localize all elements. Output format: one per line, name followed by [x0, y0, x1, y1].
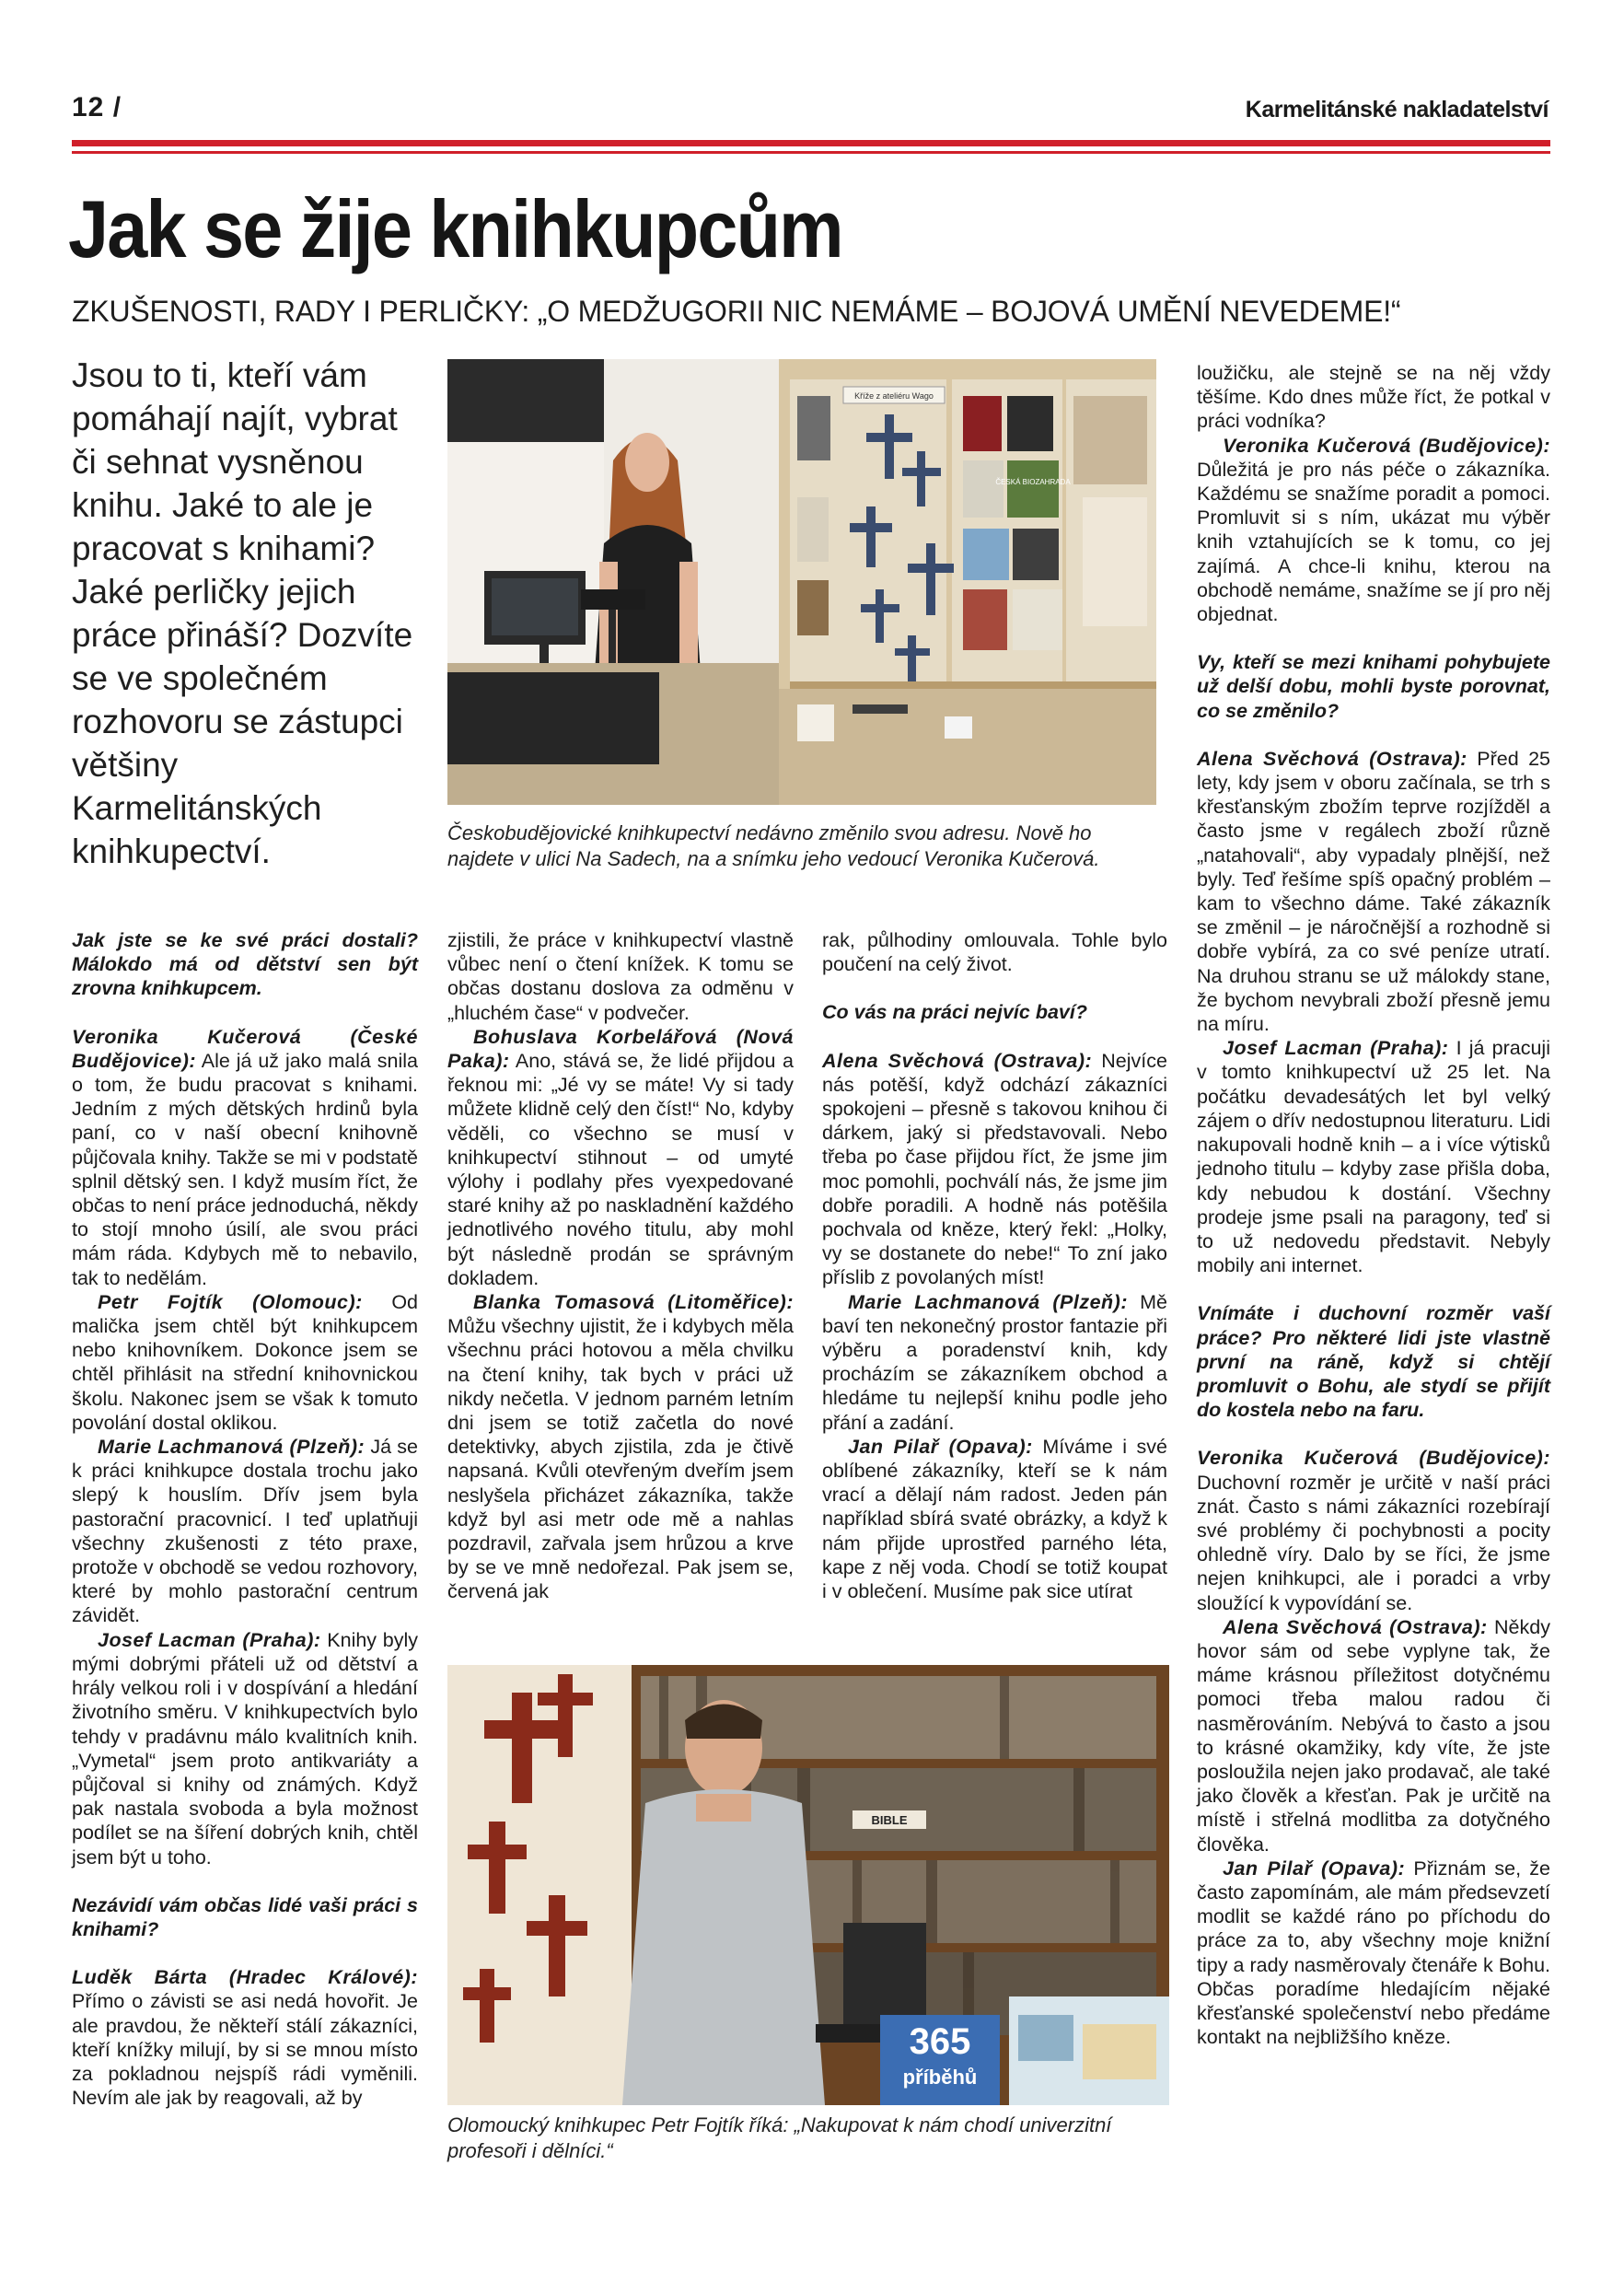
answer-text: Ano, stává se, že lidé přijdou a řeknou mi: „Jé vy se máte! Vy si tady můžete klidně celý den číst!“ No, kdyby věděli, co všechno se musí v knihkupectví stihnout – od umyté výlohy i podlahy přes vyexpedované staré knihy až po naskladnění každého jednotlivého nového titulu, aby mohl být následně prodán se správným dokladem.: [447, 1050, 794, 1289]
book-title-cover: ČESKÁ BIOZAHRADA: [995, 478, 1071, 486]
speaker-name: Josef Lacman (Praha):: [1223, 1037, 1449, 1060]
answer-text: Já se k práci knihkupce dostala trochu jako slepý k houslím. Dřív jsem byla pastorační pracovnicí. I teď uplatňuji všechny zkušenosti z této praxe, protože v obchodě se vedou rozhovory, které by mohlo pastorační centrum závidět.: [72, 1436, 418, 1627]
bottom-photo-caption: Olomoucký knihkupec Petr Fojtík říká: „Nakupovat k nám chodí univerzitní profesoři i dělníci.“: [447, 2113, 1112, 2162]
header-rule-thick: [72, 140, 1550, 146]
bookstore-photo-olomouc: [447, 1665, 1169, 2105]
answer-text: Přímo o závisti se asi nedá hovořit. Je ale pravdou, že někteří stálí zákazníci, kteří knížky milují, by si se mnou místo za pokladnou nejspíš rádi vyměnili. Nevím ale jak by reagovali, až by: [72, 1990, 418, 2110]
shelf-label: BIBLE: [871, 1813, 908, 1827]
speaker-name: Alena Svěchová (Ostrava):: [1223, 1615, 1488, 1638]
book-number: 365: [909, 2021, 971, 2062]
interview-question: Vnímáte i duchovní rozměr vaší práce? Pro některé lidi jste vlastně první na ráně, když si chtějí promluvit o Bohu, ale stydí se přijít do kostela nebo na faru.: [1197, 1302, 1550, 1422]
answer-text: Ale já už jako malá snila o tom, že budu pracovat s knihami. Jedním z mých dětských hrdinů byla paní, co v naší obecní knihovně půjčovala knihy. Takže se mi v podstatě splnil dětský sen. I když musím říct, že občas to není práce jednoduchá, někdy to stojí mnoho úsilí, ale svou práci mám ráda. Kdybych mě to nebavilo, tak to nedělám.: [72, 1049, 418, 1289]
sign-text: Kříže z ateliéru Wago: [854, 391, 934, 401]
answer-text: I já pracuji v tomto knihkupectví už 25 let. Na počátku devadesátých let byl velký zájem o dřív nedostupnou literaturu. Lidi nakupovali hodně knih – a i více výtisků jednoho titulu – kdyby zase přišla doba, kdy nebudou k dostání. Všechny prodeje jsme psali na paragony, teď si to už nedovedu představit. Nebyly mobily ani internet.: [1197, 1037, 1550, 1277]
page-number: 12 /: [72, 92, 122, 122]
answer-text: Přiznám se, že často zapomínám, ale mám předsevzetí modlit se každé ráno po příchodu do práce za to, aby všechny moje knižní tipy a rady nasměrovaly čtenáře k Bohu. Občas poradíme hledajícím nějaké křesťanské společenství nebo předáme kontakt na nejbližšího kněze.: [1197, 1857, 1550, 2049]
article-column-3: [822, 928, 1167, 1603]
speaker-name: Veronika Kučerová (České Budějovice):: [72, 1025, 418, 1072]
publisher-name: Karmelitánské nakladatelství: [1245, 97, 1549, 122]
speaker-name: Bohuslava Korbelářová (Nová Paka):: [447, 1025, 794, 1073]
answer-text: rak, půlhodiny omlouvala. Tohle bylo poučení na celý život.: [822, 929, 1167, 976]
answer-text: loužičku, ale stejně se na něj vždy těšíme. Kdo dnes může říct, že potkal v práci vodníka?: [1197, 362, 1550, 433]
speaker-name: Alena Svěchová (Ostrava):: [822, 1049, 1093, 1072]
article-subtitle: ZKUŠENOSTI, RADY I PERLIČKY: „O MEDŽUGORII NIC NEMÁME – BOJOVÁ UMĚNÍ NEVEDEME!“: [72, 295, 1401, 328]
answer-text: zjistili, že práce v knihkupectví vlastně vůbec není o čtení knížek. K tomu se občas dostanu doslova za odměnu v „hluchém čase“ v podvečer.: [447, 929, 794, 1024]
header-rule-thin: [72, 151, 1550, 154]
speaker-name: Marie Lachmanová (Plzeň):: [848, 1290, 1128, 1313]
answer-text: Mě baví ten nekonečný prostor fantazie při výběru a poradenství knih, kdy procházím se zákazníkem obchod a hledáme tu nejlepší knihu podle jeho přání a zadání.: [822, 1290, 1167, 1434]
speaker-name: Jan Pilař (Opava):: [1223, 1857, 1406, 1880]
answer-text: Míváme i své oblíbené zákazníky, kteří se k nám vrací a dělají nám radost. Jeden pán například sbírá svaté obrázky, a když k nám přijde uprostřed parného léta, kape z něj voda. Chodí se totiž koupat i v oblečení. Musíme pak sice utírat: [822, 1435, 1167, 1603]
article-column-4: [1197, 361, 1550, 2049]
speaker-name: Marie Lachmanová (Plzeň):: [98, 1436, 365, 1459]
answer-text: Duchovní rozměr je určitě v naší práci znát. Často s námi zákazníci rozebírají své problémy či pochybnosti a pocity ohledně víry. Dalo by se říci, že jsme nejen knihkupci, ale i poradci a vrby sloužící k vypovídání se.: [1197, 1471, 1550, 1614]
interview-question: Jak jste se ke své práci dostali? Málokdo má od dětství sen být zrovna knihkupcem.: [72, 929, 418, 1000]
speaker-name: Veronika Kučerová (Budějovice):: [1223, 434, 1550, 457]
top-photo-caption: Českobudějovické knihkupectví nedávno změnilo svou adresu. Nově ho najdete v ulici Na Sadech, na a snímku jeho vedoucí Veronika Kučerová.: [447, 821, 1100, 870]
interview-question: Co vás na práci nejvíc baví?: [822, 1001, 1087, 1024]
book-word: příběhů: [902, 2066, 978, 2089]
bookstore-photo-budejovice: [447, 359, 1156, 805]
answer-text: Důležitá je pro nás péče o zákazníka. Každému se snažíme poradit a pomoci. Promluvit si s ním, ukázat mu výběr knih vztahujících se k tomu, co jej zajímá. A chce-li knihu, kterou na obchodě nemáme, snažíme se jí pro něj objednat.: [1197, 458, 1550, 626]
interview-question: Nezávidí vám občas lidé vaši práci s knihami?: [72, 1893, 418, 1940]
speaker-name: Veronika Kučerová (Budějovice):: [1197, 1447, 1550, 1470]
interview-question: Vy, kteří se mezi knihami pohybujete už delší dobu, mohli byste porovnat, co se změnilo?: [1197, 651, 1550, 722]
article-lead: Jsou to ti, kteří vám pomáhají najít, vybrat či sehnat vysněnou knihu. Jaké to ale je pracovat s knihami? Jaké perličky jejich práce přináší? Dozvíte se ve společném rozhovoru se zástupci většiny Karmelitánských knihkupectví.: [72, 356, 413, 870]
speaker-name: Luděk Bárta (Hradec Králové):: [72, 1966, 418, 1989]
article-title: Jak se žije knihkupcům: [68, 183, 842, 274]
article-column-1: [72, 928, 418, 2110]
answer-text: Knihy byly mými dobrými přáteli už od dětství a hrály velkou roli i v dospívání a hledání životního směru. V knihkupectvích bylo tehdy v pradávnu málo kvalitních knih. „Vymetal“ jsem proto antikvariáty a půjčoval si knihy od známých. Když pak nastala svoboda a byla možnost podílet se na šíření dobrých knih, chtěl jsem být u toho.: [72, 1628, 418, 1868]
answer-text: Můžu všechny ujistit, že i kdybych měla všechnu práci hotovou a měla chvilku na čtení knihy, tak bych v práci už nikdy nečetla. V jednom parném letním dni jsem se totiž začetla do nové detektivky, abych zjistila, zda je čtivě napsaná. Kvůli otevřeným dveřím jsem neslyšela přicházet zákazníka, takže když byl asi metr ode mě a nahlas pozdravil, zařvala jsem hrůzou a krve by se ve mně nedořezal. Pak jsem se, červená jak: [447, 1315, 794, 1603]
speaker-name: Jan Pilař (Opava):: [848, 1435, 1033, 1458]
answer-text: Před 25 lety, kdy jsem v oboru začínala, se trh s křesťanským zbožím teprve rozjížděl a často jsme v regálech zboží různě „natahovali“, aby vypadaly plnější, než byly. Teď řešíme spíš opačný problém – kam to všechno dáme. Také zákazník se změnil – je náročnější a rozhodně si dobře vybírá, za co své peníze utratí. Na druhou stranu se už málokdy stane, že bychom nevybrali zboží přesně jemu na míru.: [1197, 747, 1550, 1036]
article-column-2: [447, 928, 794, 1604]
answer-text: Nejvíce nás potěší, když odchází zákazníci spokojeni – přesně s takovou knihou či dárkem, jaký si představovali. Nebo třeba po čase přijdou říct, že jsme jim moc pomohli, pochválí nás, že jsme jim dobře poradili. A hodně nás potěšila pochvala od kněze, který řekl: „Holky, vy se dostanete do nebe!“ To zní jako příslib z povolaných míst!: [822, 1049, 1167, 1289]
answer-text: Někdy hovor sám od sebe vyplyne tak, že máme krásnou příležitost dotyčnému pomoci třeba malou radou či nasměrováním. Nebývá to často a jsou to krásné okamžiky, kdy víte, že jste posloužila nejen jako prodavač, ale také jako člověk a křesťan. Pak je určitě na místě i střelná modlitba za dotyčného člověka.: [1197, 1615, 1550, 1856]
speaker-name: Alena Svěchová (Ostrava):: [1197, 747, 1467, 770]
speaker-name: Josef Lacman (Praha):: [98, 1628, 321, 1651]
speaker-name: Petr Fojtík (Olomouc):: [98, 1290, 363, 1313]
answer-text: Od malička jsem chtěl být knihkupcem nebo knihovníkem. Dokonce jsem se chtěl přihlásit na střední knihovnickou školu. Nakonec jsem se však k tomuto povolání dostal oklikou.: [72, 1290, 418, 1434]
speaker-name: Blanka Tomasová (Litoměřice):: [473, 1291, 794, 1314]
